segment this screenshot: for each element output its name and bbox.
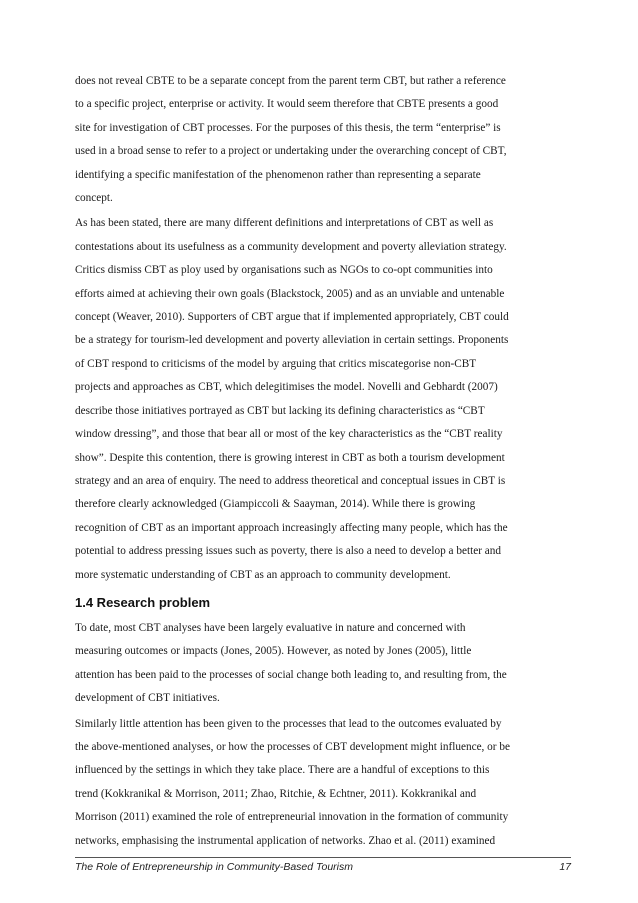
text-line: therefore clearly acknowledged (Giampiccoli & Saayman, 2014). While there is growing bbox=[75, 498, 476, 511]
text-line: measuring outcomes or impacts (Jones, 2005). However, as noted by Jones (2005), little bbox=[75, 645, 472, 658]
text-line: recognition of CBT as an important approach increasingly affecting many people, which has the bbox=[75, 521, 508, 534]
text-line: identifying a specific manifestation of the phenomenon rather than representing a separate bbox=[75, 168, 481, 181]
text-line: potential to address pressing issues such as poverty, there is also a need to develop a better and bbox=[75, 545, 502, 558]
text-line: site for investigation of CBT processes. For the purposes of this thesis, the term “enterprise” is bbox=[75, 121, 501, 134]
text-line: the above-mentioned analyses, or how the processes of CBT development might influence, or be bbox=[75, 740, 510, 753]
text-line: influenced by the settings in which they take place. There are a handful of exceptions to this bbox=[75, 764, 490, 777]
footer-title: The Role of Entrepreneurship in Community-Based Tourism bbox=[75, 861, 353, 873]
text-line: describe those initiatives portrayed as CBT but lacking its defining characteristics as “CBT bbox=[75, 404, 485, 417]
text-line: Critics dismiss CBT as ploy used by organisations such as NGOs to co-opt communities into bbox=[75, 264, 493, 277]
text-line: does not reveal CBTE to be a separate concept from the parent term CBT, but rather a reference bbox=[75, 75, 506, 87]
text-line: efforts aimed at achieving their own goals (Blackstock, 2005) and as an unviable and untenable bbox=[75, 287, 505, 300]
paragraph-cbt-contestations bbox=[75, 212, 571, 587]
page-number: 17 bbox=[559, 861, 571, 873]
text-line: of CBT respond to criticisms of the model by arguing that critics miscategorise non-CBT bbox=[75, 357, 477, 370]
text-line: concept. bbox=[75, 192, 113, 205]
paragraph-continuation bbox=[75, 70, 571, 210]
section-heading: 1.4 Research problem bbox=[75, 594, 211, 610]
text-line: used in a broad sense to refer to a project or undertaking under the overarching concept of CBT, bbox=[75, 145, 507, 158]
text-line: attention has been paid to the processes of social change both leading to, and resulting from, the bbox=[75, 668, 507, 681]
page-body bbox=[75, 70, 571, 855]
text-line: strategy and an area of enquiry. The need to address theoretical and conceptual issues in CBT is bbox=[75, 474, 506, 487]
footer-divider bbox=[75, 857, 571, 858]
text-line: As has been stated, there are many different definitions and interpretations of CBT as well as bbox=[75, 217, 494, 230]
text-line: Similarly little attention has been given to the processes that lead to the outcomes evaluated by bbox=[75, 717, 502, 730]
text-line: be a strategy for tourism-led development and poverty alleviation in certain settings. Proponents bbox=[75, 334, 509, 347]
text-line: concept (Weaver, 2010). Supporters of CBT argue that if implemented appropriately, CBT could bbox=[75, 311, 509, 324]
text-line: trend (Kokkranikal & Morrison, 2011; Zhao, Ritchie, & Echtner, 2011). Kokkranikal and bbox=[75, 787, 477, 800]
text-line: projects and approaches as CBT, which delegitimises the model. Novelli and Gebhardt (2007) bbox=[75, 381, 498, 394]
text-line: to a specific project, enterprise or activity. It would seem therefore that CBTE presents a good bbox=[75, 98, 499, 111]
paragraph-research-problem bbox=[75, 617, 571, 711]
text-line: show”. Despite this contention, there is growing interest in CBT as both a tourism development bbox=[75, 451, 505, 464]
text-line: more systematic understanding of CBT as an approach to community development. bbox=[75, 568, 451, 581]
text-line: development of CBT initiatives. bbox=[75, 692, 220, 705]
text-line: Morrison (2011) examined the role of entrepreneurial innovation in the formation of community bbox=[75, 811, 509, 824]
text-line: networks, emphasising the instrumental application of networks. Zhao et al. (2011) examined bbox=[75, 834, 496, 847]
text-line: window dressing”, and those that bear all or most of the key characteristics as the “CBT reality bbox=[75, 428, 503, 441]
paragraph-exceptions bbox=[75, 713, 571, 853]
text-line: To date, most CBT analyses have been largely evaluative in nature and concerned with bbox=[75, 621, 466, 634]
text-line: contestations about its usefulness as a community development and poverty alleviation strategy. bbox=[75, 240, 507, 253]
